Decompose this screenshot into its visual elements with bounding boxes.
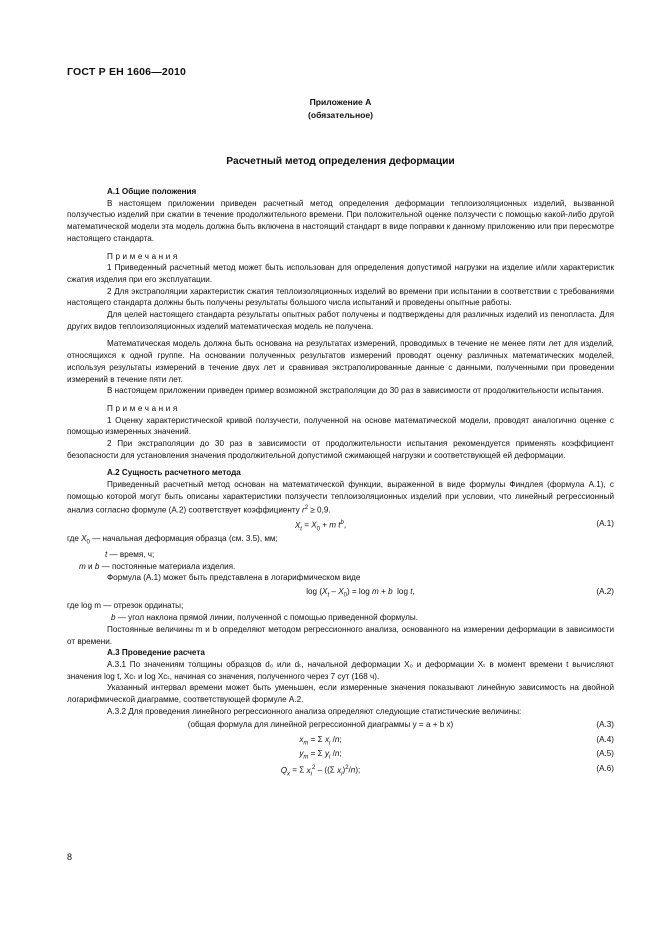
formula-a1: $X_t = X_0 + m$ $t^b$, (А.1) (294, 519, 614, 533)
definition: t — время, ч; (105, 549, 155, 559)
notes-label: Примечания (107, 251, 180, 261)
heading-a1: А.1 Общие положения (107, 187, 197, 196)
paragraph: А.3.2 Для проведения линейного регрессионного анализа определяют следующие статистические величины: (107, 706, 522, 716)
definition: где $X_0$ — начальная деформация образца (см. 3.5), мм; (67, 533, 278, 546)
paragraph: А.3.1 По значениям толщины образцов d₀ или dₜ, начальной деформации X₀ и деформации Xₜ в момент времени t вычисляют значения log t, Xcₜ и log Xcₜ, начиная со значения, полученного через 7 сут (168 ч). (67, 659, 614, 681)
paragraph: В настоящем приложении приведен расчетный метод определения деформации теплоизоляционных изделий, вызванной ползучестью изделий при сжатии в течение продолжительного времени. При положительной оценке ползучести с помощью какой-либо другой математической модели эта модель должна быть включена в настоящий стандарт в виде поправки к данному приложению или при пересмотре настоящего стандарта. (67, 198, 614, 243)
definition: где log m — отрезок ординаты; (67, 601, 184, 611)
notes-label: Примечания (107, 403, 180, 413)
note-2: 2 Для экстраполяции характеристик сжатия теплоизоляционных изделий во времени при испытании в соответствии с требованиями настоящего стандарта должны быть получены результаты большого числа испытаний и проведены опытные работы. (67, 286, 614, 308)
annex-block (67, 96, 614, 122)
paragraph: Математическая модель должна быть основана на результатах измерений, проводимых в течение не менее пяти лет для изделий, относящихся к одной группе. На основании полученных результатов измерений проводят оценку различных математических моделей, используя результаты измерений в течение двух лет и сравнивая экстраполированные данные с данными, полученными при проведении измерений в течение пяти лет. (67, 339, 614, 384)
note-1: 1 Приведенный расчетный метод может быть использован для определения допустимой нагрузки на изделие и/или характеристик сжатия изделия при его эксплуатации. (67, 263, 614, 284)
note-4: 1 Оценку характеристической кривой ползучести, полученной на основе математической модели, проводят аналогично оценке с помощью измеренных значений. (67, 415, 614, 437)
note-3: Для целей настоящего стандарта результаты опытных работ получены и подтверждены для различных изделий из пенопласта. Для других видов теплоизоляционных изделий математическая модель не получена. (67, 310, 614, 331)
paragraph: Приведенный расчетный метод основан на математической функции, выраженной в виде формулы Финдлея (формула А.1), с помощью которой могут быть описаны характеристики ползучести теплоизоляционных изделий при условии, что линейный регрессионный анализ согласно формуле (А.2) соответствует коэффициенту $r^2 \ge 0,9$. (67, 480, 614, 515)
document-header: ГОСТ Р ЕН 1606—2010 (67, 66, 187, 78)
definition: m и b — постоянные материала изделия. (79, 561, 236, 571)
formula-a6: $Q_x = \Sigma$ $x_i^2 - ((\Sigma$ $x_i)^2/n$); (А.6) (280, 763, 614, 778)
paragraph: Формула (А.1) может быть представлена в логарифмическом виде (107, 573, 361, 583)
section-title: Расчетный метод определения деформации (226, 156, 455, 167)
formula-a3: (общая формула для линейной регрессионной диаграммы y = a + b x) (А.3) (187, 720, 614, 730)
formula-a4: $x_m = \Sigma$ $x_i$ /n; (А.4) (299, 734, 614, 747)
note-5: 2 При экстраполяции до 30 раз в зависимости от продолжительности испытания рекомендуется применять коэффициент безопасности для установления значения продолжительной допустимой сжимающей нагрузки и соответствующей ей деформации. (67, 439, 614, 460)
formula-a2: $\log (X_t - X_0) = \log m + b$ log t, (А.2) (306, 586, 614, 599)
document-body (67, 186, 614, 777)
paragraph: В настоящем приложении приведен пример возможной экстраполяции до 30 раз в зависимости от продолжительности испытания. (107, 386, 604, 396)
paragraph: Указанный интервал времени может быть уменьшен, если измеренные значения показывают линейную зависимость на двойной логарифмической диаграмме, соответствующей формуле А.2. (67, 683, 614, 705)
page-number: 8 (67, 852, 73, 862)
formula-a5: $y_m = \Sigma$ $y_i$ /n; (А.5) (299, 749, 614, 762)
annex-title: Приложение А (309, 97, 372, 107)
annex-status: (обязательное) (307, 110, 374, 120)
heading-a2: А.2 Сущность расчетного метода (107, 468, 241, 478)
heading-a3: А.3 Проведение расчета (107, 648, 205, 658)
paragraph: Постоянные величины m и b определяют методом регрессионного анализа, основанного на измерении деформации в зависимости от времени. (67, 624, 614, 646)
definition: b — угол наклона прямой линии, полученной с помощью приведенной формулы. (111, 613, 418, 623)
